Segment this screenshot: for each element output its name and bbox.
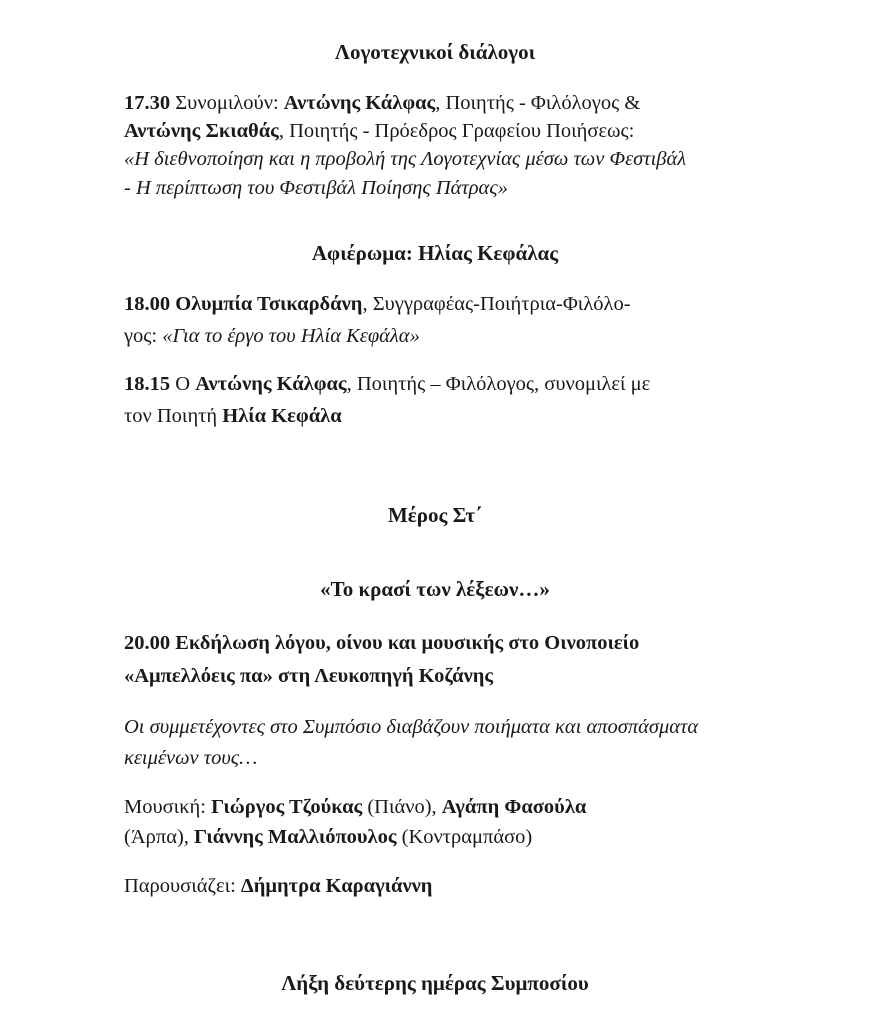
literary-dialogues-heading: Λογοτεχνικοί διάλογοι xyxy=(334,40,536,64)
event-note-part1: Οι συμμετέχοντες στο Συμπόσιο διαβάζουν ποιήματα και αποσπάσματα xyxy=(124,716,699,738)
musician-tzoukas-instrument: (Πιάνο), xyxy=(362,796,442,818)
session-1800-line1 xyxy=(124,290,631,318)
speaker-kalfas-role: , Ποιητής - Φιλόλογος & xyxy=(435,92,641,114)
session-1730-line2 xyxy=(124,117,634,145)
event-line1 xyxy=(124,629,639,657)
musician-malliopoulos-instrument: (Κοντραμπάσο) xyxy=(396,826,533,848)
session-1815-line2 xyxy=(124,402,342,430)
guest-kefalas: Ηλία Κεφάλα xyxy=(222,405,342,427)
speaker-kalfas: Αντώνης Κάλφας xyxy=(283,92,436,114)
part-subtitle: «Το κρασί των λέξεων…» xyxy=(320,577,550,601)
time-1815: 18.15 xyxy=(124,373,171,395)
speaker-tsikardani-role-cont: γος: xyxy=(124,325,163,347)
talk-title-part2: - Η περίπτωση του Φεστιβάλ Ποίησης Πάτρας» xyxy=(124,177,508,199)
musician-fasoula: Αγάπη Φασούλα xyxy=(441,796,587,818)
event-note-part2: κειμένων τους… xyxy=(124,747,258,769)
musician-malliopoulos: Γιάννης Μαλλιόπουλος xyxy=(194,826,397,848)
musician-tzoukas: Γιώργος Τζούκας xyxy=(211,796,363,818)
host-name: Δήμητρα Καραγιάννη xyxy=(240,875,433,897)
intro-text: Συνομιλούν: xyxy=(175,92,279,114)
event-note-line1 xyxy=(124,713,698,741)
talk-title-kefalas: «Για το έργο του Ηλία Κεφάλα» xyxy=(162,325,420,347)
music-line2 xyxy=(124,823,532,851)
tribute-heading: Αφιέρωμα: Ηλίας Κεφάλας xyxy=(311,241,559,265)
session-1815-cont: τον Ποιητή xyxy=(124,405,223,427)
session-1800-line2 xyxy=(124,322,420,350)
closing-line: Λήξη δεύτερης ημέρας Συμποσίου xyxy=(281,971,589,995)
time-1800: 18.00 xyxy=(124,293,171,315)
event-title-part1: 20.00 Εκδήλωση λόγου, οίνου και μουσικής στο Οινοποιείο xyxy=(124,632,640,654)
session-1815-pre: Ο xyxy=(170,373,196,395)
speaker-tsikardani: Ολυμπία Τσικαρδάνη xyxy=(175,293,363,315)
music-line1 xyxy=(124,793,586,821)
host-line xyxy=(124,872,432,900)
session-1730-title-line2 xyxy=(124,174,508,202)
speaker-skiathas: Αντώνης Σκιαθάς xyxy=(124,120,279,142)
session-1815-line1 xyxy=(124,370,650,398)
host-label: Παρουσιάζει: xyxy=(124,875,241,897)
session-1730-line1 xyxy=(124,89,640,117)
speaker-kalfas-2: Αντώνης Κάλφας xyxy=(195,373,347,395)
speaker-skiathas-role: , Ποιητής - Πρόεδρος Γραφείου Ποιήσεως: xyxy=(278,120,635,142)
event-title-part2: «Αμπελλόεις πα» στη Λευκοπηγή Κοζάνης xyxy=(124,665,494,687)
speaker-tsikardani-role: , Συγγραφέας-Ποιήτρια-Φιλόλο- xyxy=(362,293,631,315)
session-1730-title-line1 xyxy=(124,145,686,173)
event-note-line2 xyxy=(124,744,257,772)
part-heading: Μέρος Στ΄ xyxy=(387,503,483,527)
musician-fasoula-instrument: (Άρπα), xyxy=(124,826,195,848)
music-label: Μουσική: xyxy=(124,796,212,818)
talk-title-part1: «Η διεθνοποίηση και η προβολή της Λογοτεχνίας μέσω των Φεστιβάλ xyxy=(124,148,687,170)
session-1815-rest: , Ποιητής – Φιλόλογος, συνομιλεί με xyxy=(346,373,651,395)
event-line2 xyxy=(124,662,493,690)
time-1730: 17.30 xyxy=(124,92,171,114)
